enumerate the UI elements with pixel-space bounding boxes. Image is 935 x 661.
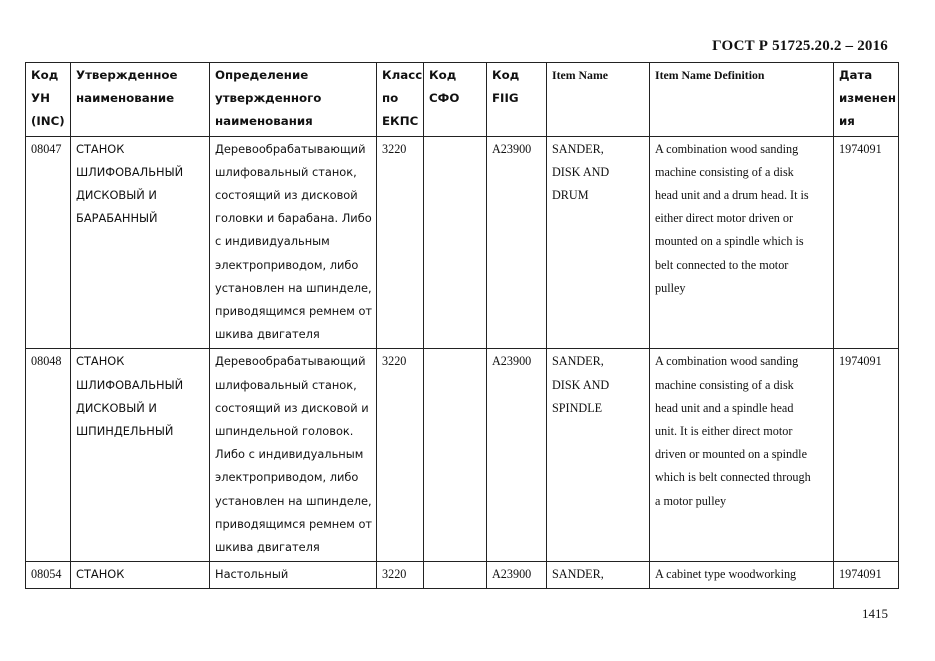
- header-item-name: Item Name: [547, 63, 650, 137]
- cell-approved-name: СТАНОК ШЛИФОВАЛЬНЫЙ ДИСКОВЫЙ И БАРАБАННЫЙ: [71, 136, 210, 349]
- header-fiig: Код FIIG: [487, 63, 547, 137]
- cell-definition: Настольный: [210, 562, 377, 589]
- cell-date: 1974091: [834, 562, 899, 589]
- table-row: [26, 349, 899, 562]
- header-sfo: Код СФО: [424, 63, 487, 137]
- cell-item-name: SANDER, DISK AND SPINDLE: [547, 349, 650, 562]
- cell-item-name-definition: A combination wood sanding machine consisting of a disk head unit and a spindle head unit. It is either direct motor driven or mounted on a spindle which is belt connected through a motor pulley: [650, 349, 834, 562]
- cell-inc: 08048: [26, 349, 71, 562]
- cell-fiig: A23900: [487, 136, 547, 349]
- document-code: ГОСТ Р 51725.20.2 – 2016: [712, 38, 888, 54]
- header-date: Дата изменен ия: [834, 63, 899, 137]
- table-row: [26, 562, 899, 589]
- cell-definition: Деревообрабатывающий шлифовальный станок, состоящий из дисковой и шпиндельной головок. Либо с индивидуальным электроприводом, либо установлен на шпинделе, приводящимся ремнем от шкива двигателя: [210, 349, 377, 562]
- page-number: 1415: [862, 606, 888, 621]
- cell-date: 1974091: [834, 349, 899, 562]
- cell-definition: Деревообрабатывающий шлифовальный станок, состоящий из дисковой головки и барабана. Либо с индивидуальным электроприводом, либо установлен на шпинделе, приводящимся ремнем от шкива двигателя: [210, 136, 377, 349]
- cell-item-name: SANDER, DISK AND DRUM: [547, 136, 650, 349]
- cell-sfo: [424, 136, 487, 349]
- table-body: [26, 136, 899, 589]
- cell-class: 3220: [377, 136, 424, 349]
- cell-inc: 08047: [26, 136, 71, 349]
- gost-table: [25, 62, 899, 589]
- header-approved-name: Утвержденное наименование: [71, 63, 210, 137]
- cell-sfo: [424, 562, 487, 589]
- cell-fiig: A23900: [487, 562, 547, 589]
- cell-approved-name: СТАНОК: [71, 562, 210, 589]
- cell-item-name: SANDER,: [547, 562, 650, 589]
- cell-approved-name: СТАНОК ШЛИФОВАЛЬНЫЙ ДИСКОВЫЙ И ШПИНДЕЛЬНЫЙ: [71, 349, 210, 562]
- header-definition: Определение утвержденного наименования: [210, 63, 377, 137]
- cell-date: 1974091: [834, 136, 899, 349]
- header-inc: Код УН (INC): [26, 63, 71, 137]
- table-row: [26, 136, 899, 349]
- cell-inc: 08054: [26, 562, 71, 589]
- cell-fiig: A23900: [487, 349, 547, 562]
- cell-item-name-definition: A combination wood sanding machine consisting of a disk head unit and a drum head. It is either direct motor driven or mounted on a spindle which is belt connected to the motor pulley: [650, 136, 834, 349]
- cell-item-name-definition: A cabinet type woodworking: [650, 562, 834, 589]
- header-item-name-definition: Item Name Definition: [650, 63, 834, 137]
- header-row: [26, 63, 899, 137]
- header-class: Класс по ЕКПС: [377, 63, 424, 137]
- cell-class: 3220: [377, 562, 424, 589]
- cell-sfo: [424, 349, 487, 562]
- cell-class: 3220: [377, 349, 424, 562]
